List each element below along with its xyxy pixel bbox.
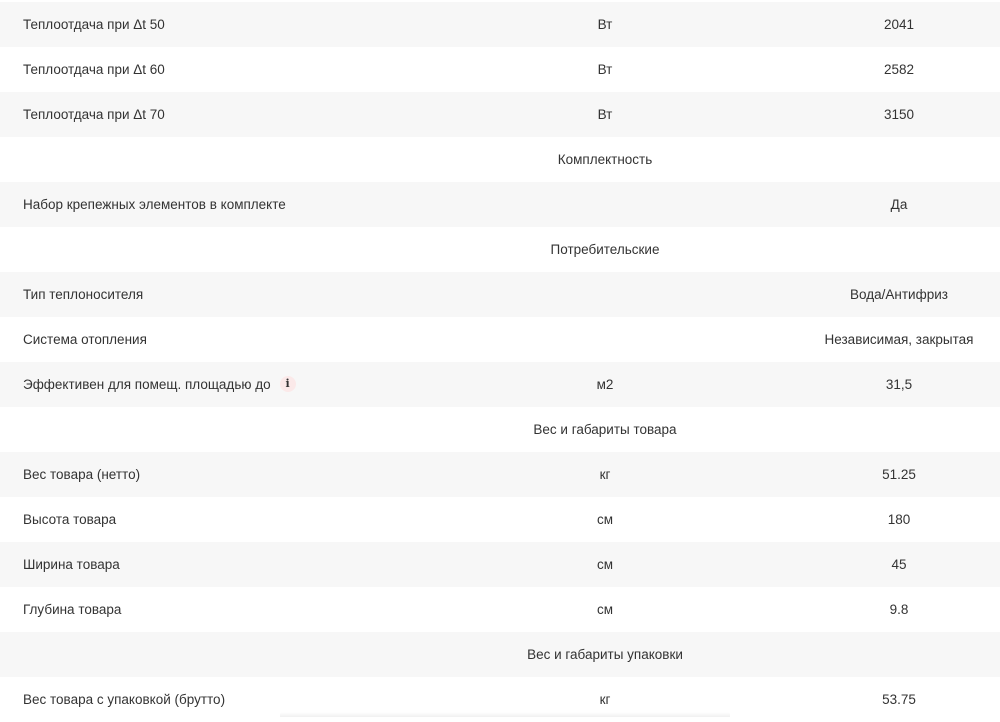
- spec-value: Вода/Антифриз: [850, 287, 948, 302]
- spec-name: Вес товара с упаковкой (брутто): [23, 692, 226, 707]
- spec-name: Эффективен для помещ. площадью до: [23, 377, 271, 392]
- spec-name: Набор крепежных элементов в комплекте: [23, 197, 286, 212]
- spec-name: Теплоотдача при Δt 70: [23, 107, 165, 122]
- spec-row: [0, 542, 1000, 587]
- spec-row: [0, 272, 1000, 317]
- spec-row: [0, 182, 1000, 227]
- spec-row: [0, 452, 1000, 497]
- spec-name: Теплоотдача при Δt 50: [23, 17, 165, 32]
- spec-unit: см: [596, 512, 614, 527]
- spec-value: 2582: [883, 62, 915, 77]
- spec-value: 45: [891, 557, 907, 572]
- floating-panel-shadow: [280, 712, 730, 717]
- spec-value: 53.75: [882, 692, 916, 707]
- spec-unit: см: [596, 602, 614, 617]
- spec-row: [0, 2, 1000, 47]
- spec-row: [0, 677, 1000, 717]
- section-title: Вес и габариты товара: [533, 422, 677, 437]
- section-header: [0, 227, 1000, 272]
- spec-row: [0, 317, 1000, 362]
- spec-unit: кг: [599, 467, 611, 482]
- spec-name-with-info: [23, 362, 296, 407]
- section-title: Комплектность: [557, 152, 653, 167]
- spec-unit: Вт: [597, 107, 613, 122]
- info-icon[interactable]: i: [280, 376, 296, 392]
- spec-unit: м2: [596, 377, 614, 392]
- section-header: [0, 137, 1000, 182]
- spec-value: Независимая, закрытая: [824, 332, 974, 347]
- spec-row: [0, 92, 1000, 137]
- spec-unit: кг: [599, 692, 611, 707]
- spec-value: 51.25: [882, 467, 916, 482]
- spec-value: 180: [887, 512, 911, 527]
- spec-name: Система отопления: [23, 332, 147, 347]
- section-header: [0, 632, 1000, 677]
- spec-row: [0, 362, 1000, 407]
- spec-row: [0, 497, 1000, 542]
- spec-value: Да: [890, 197, 908, 212]
- spec-unit: см: [596, 557, 614, 572]
- spec-unit: Вт: [597, 62, 613, 77]
- spec-value: 3150: [883, 107, 915, 122]
- spec-row: [0, 47, 1000, 92]
- spec-unit: Вт: [597, 17, 613, 32]
- spec-name: Тип теплоносителя: [23, 287, 144, 302]
- spec-name: Ширина товара: [23, 557, 120, 572]
- section-header: [0, 407, 1000, 452]
- section-title: Потребительские: [550, 242, 660, 257]
- spec-name: Глубина товара: [23, 602, 122, 617]
- spec-value: 31,5: [885, 377, 913, 392]
- spec-row: [0, 587, 1000, 632]
- spec-value: 9.8: [889, 602, 909, 617]
- spec-value: 2041: [883, 17, 915, 32]
- spec-name: Высота товара: [23, 512, 117, 527]
- spec-name: Вес товара (нетто): [23, 467, 141, 482]
- section-title: Вес и габариты упаковки: [527, 647, 683, 662]
- spec-name: Теплоотдача при Δt 60: [23, 62, 165, 77]
